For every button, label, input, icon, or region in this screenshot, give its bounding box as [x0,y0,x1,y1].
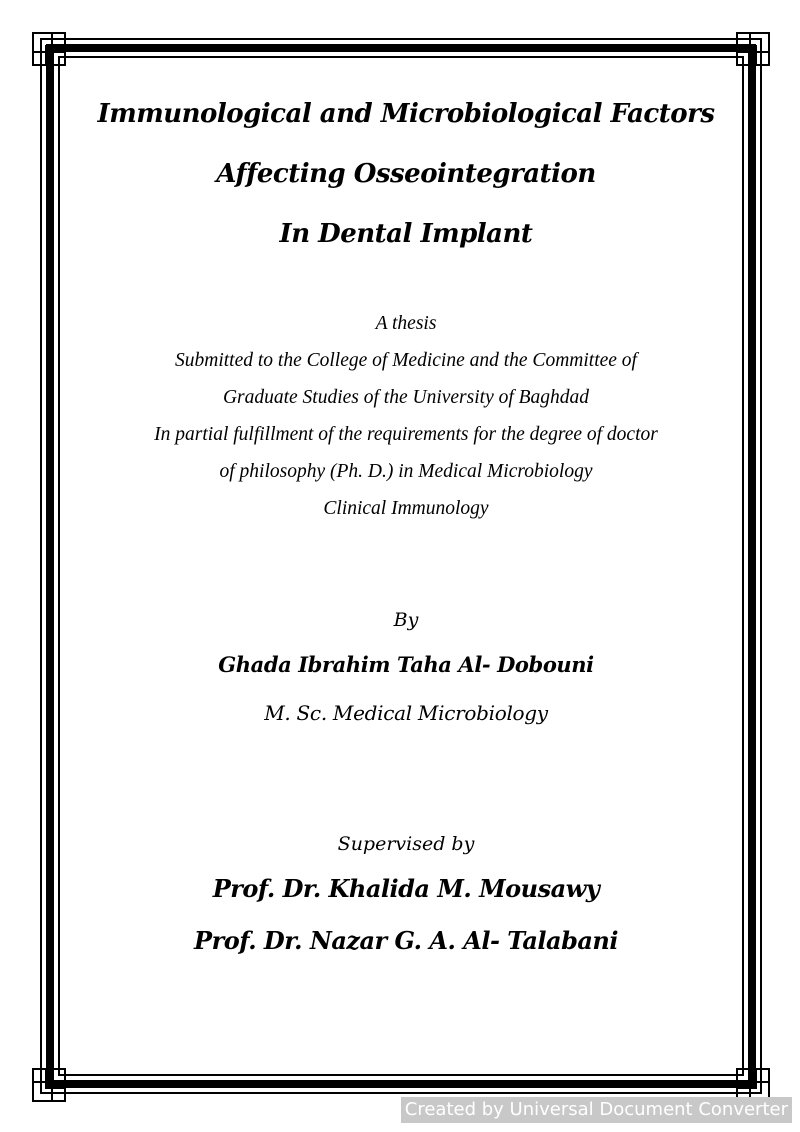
converter-watermark: Created by Universal Document Converter [401,1097,792,1123]
supervised-by-label: Supervised by [337,833,475,855]
thesis-statement-line-6: Clinical Immunology [323,498,489,519]
frame-bottom-thick [46,1080,756,1088]
frame-top-thick [46,44,756,52]
frame-right-inner [742,56,744,1076]
thesis-statement-line-2: Submitted to the College of Medicine and the Committee of [175,350,637,371]
supervisor-2: Prof. Dr. Nazar G. A. Al- Talabani [194,926,618,955]
thesis-title-line-1: Immunological and Microbiological Factors [97,99,715,129]
corner-ornament-top-left-icon [32,32,66,66]
frame-left-outer [40,38,42,1094]
author-name: Ghada Ibrahim Taha Al- Dobouni [218,652,594,677]
frame-bottom-outer [40,1092,762,1094]
corner-ornament-bottom-left-icon [32,1068,66,1102]
thesis-statement-line-3: Graduate Studies of the University of Baghdad [222,387,590,408]
frame-right-outer [760,38,762,1094]
corner-ornament-top-right-icon [736,32,770,66]
thesis-statement-line-4: In partial fulfillment of the requirements for the degree of doctor [154,424,658,445]
supervisor-1: Prof. Dr. Khalida M. Mousawy [212,874,600,903]
frame-top-outer [40,38,762,40]
thesis-title-line-2: Affecting Osseointegration [216,159,596,189]
thesis-statement-line-5: of philosophy (Ph. D.) in Medical Microbiology [219,461,593,482]
thesis-title-line-3: In Dental Implant [279,219,533,249]
thesis-label: A thesis [375,313,437,334]
frame-bottom-inner [58,1074,744,1076]
author-degree: M. Sc. Medical Microbiology [264,701,548,725]
frame-left-inner [58,56,60,1076]
frame-left-thick [46,44,54,1088]
by-label: By [393,609,419,631]
frame-top-inner [58,56,744,58]
